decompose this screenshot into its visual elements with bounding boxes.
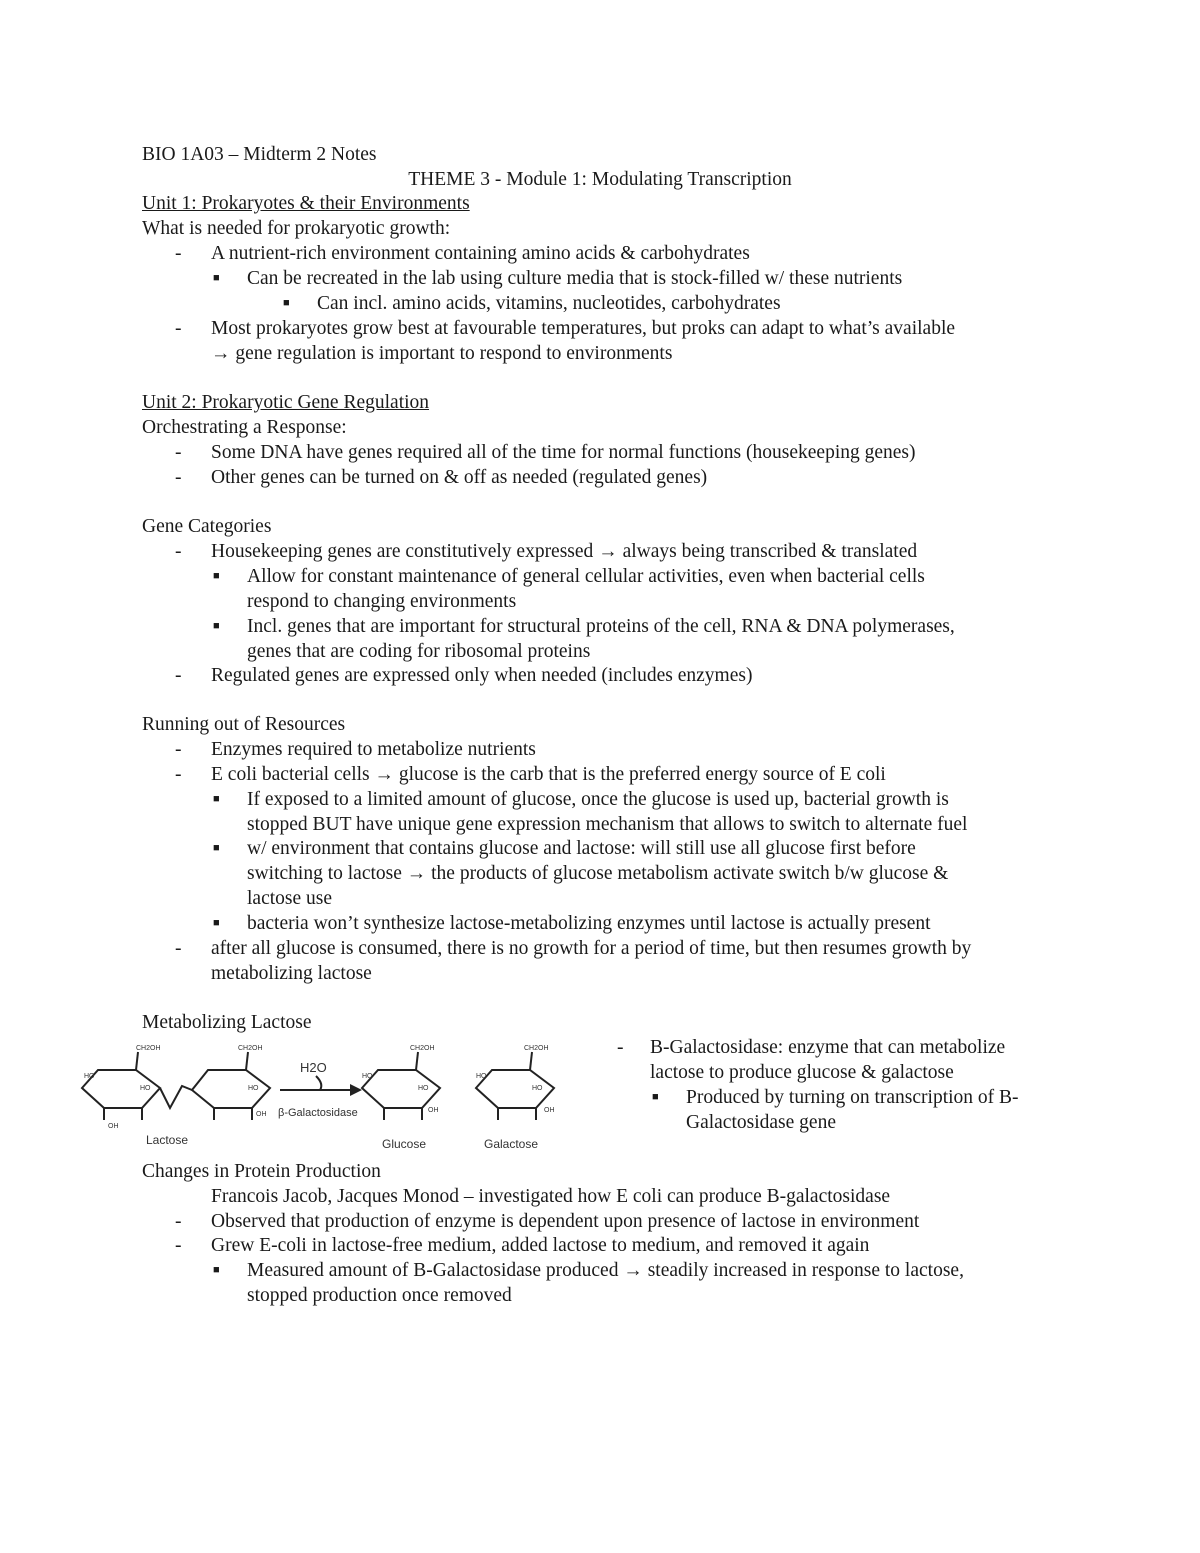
list-item: Grew E-coli in lactose-free medium, added lactose to medium, and removed it again — [211, 1235, 870, 1256]
svg-text:OH: OH — [108, 1123, 119, 1130]
dash-marker: - — [175, 938, 182, 959]
square-bullet-icon: ■ — [213, 793, 220, 805]
list-item: Can be recreated in the lab using culture media that is stock-filled w/ these nutrients — [247, 268, 903, 289]
unit1-question: What is needed for prokaryotic growth: — [142, 218, 451, 239]
square-bullet-icon: ■ — [213, 570, 220, 582]
list-item: Observed that production of enzyme is dependent upon presence of lactose in environment — [211, 1211, 920, 1232]
dash-marker: - — [175, 764, 182, 785]
list-item-continued: genes that are coding for ribosomal proteins — [247, 641, 591, 662]
svg-text:HO: HO — [418, 1085, 429, 1092]
svg-text:OH: OH — [428, 1107, 439, 1114]
list-item-continued: switching to lactose → the products of glucose metabolism activate switch b/w glucose & — [247, 863, 949, 884]
dash-marker: - — [175, 467, 182, 488]
list-item: If exposed to a limited amount of glucose, once the glucose is used up, bacterial growth is — [247, 789, 949, 810]
theme-title: THEME 3 - Module 1: Modulating Transcription — [408, 169, 792, 190]
square-bullet-icon: ■ — [283, 297, 290, 309]
dash-marker: - — [175, 243, 182, 264]
list-item-continued: stopped BUT have unique gene expression mechanism that allows to switch to alternate fuel — [247, 814, 968, 835]
svg-text:HO: HO — [140, 1085, 151, 1092]
dash-marker: - — [175, 665, 182, 686]
list-item: w/ environment that contains glucose and lactose: will still use all glucose first before — [247, 838, 916, 859]
list-item-continued: metabolizing lactose — [211, 963, 372, 984]
list-item: Allow for constant maintenance of general cellular activities, even when bacterial cells — [247, 566, 925, 587]
gene-categories-title: Gene Categories — [142, 516, 272, 537]
list-item: E coli bacterial cells → glucose is the carb that is the preferred energy source of E coli — [211, 764, 886, 785]
dash-marker: - — [175, 442, 182, 463]
unit2-heading: Unit 2: Prokaryotic Gene Regulation — [142, 392, 430, 413]
list-item: bacteria won’t synthesize lactose-metabolizing enzymes until lactose is actually present — [247, 913, 931, 934]
list-item: Regulated genes are expressed only when needed (includes enzymes) — [211, 665, 753, 686]
dash-marker: - — [175, 1211, 182, 1232]
list-item: Housekeeping genes are constitutively expressed → always being transcribed & translated — [211, 541, 918, 562]
list-item-continued: stopped production once removed — [247, 1285, 512, 1306]
square-bullet-icon: ■ — [213, 1264, 220, 1276]
svg-text:HO: HO — [84, 1073, 95, 1080]
arrow-icon: → — [374, 764, 395, 785]
dash-marker: - — [175, 541, 182, 562]
dash-marker: - — [617, 1037, 624, 1058]
svg-text:CH2OH: CH2OH — [410, 1045, 435, 1052]
svg-text:CH2OH: CH2OH — [238, 1045, 263, 1052]
enzyme-label: β-Galactosidase — [278, 1107, 358, 1119]
list-item: Other genes can be turned on & off as needed (regulated genes) — [211, 467, 708, 488]
arrow-icon: → — [598, 541, 618, 562]
list-item-continued: respond to changing environments — [247, 591, 517, 612]
glycosidic-bond — [160, 1086, 192, 1108]
square-bullet-icon: ■ — [213, 272, 220, 284]
lactose-title: Metabolizing Lactose — [142, 1012, 312, 1033]
list-item-continued: lactose to produce glucose & galactose — [650, 1062, 954, 1083]
list-item: Incl. genes that are important for structural proteins of the cell, RNA & DNA polymerases, — [247, 616, 955, 637]
list-item-continued: Galactosidase gene — [686, 1112, 836, 1133]
dash-marker: - — [175, 739, 182, 760]
list-item: A nutrient-rich environment containing amino acids & carbohydrates — [211, 243, 750, 264]
arrow-icon: → — [406, 863, 427, 884]
square-bullet-icon: ■ — [213, 620, 220, 632]
square-bullet-icon: ■ — [652, 1091, 659, 1103]
galactose-label: Galactose — [484, 1137, 539, 1151]
list-item: B-Galactosidase: enzyme that can metabolize — [650, 1037, 1006, 1058]
list-item: Enzymes required to metabolize nutrients — [211, 739, 536, 760]
list-item: Can incl. amino acids, vitamins, nucleotides, carbohydrates — [317, 293, 781, 314]
svg-text:HO: HO — [248, 1085, 259, 1092]
square-bullet-icon: ■ — [213, 842, 220, 854]
svg-text:CH2OH: CH2OH — [136, 1045, 161, 1052]
resources-title: Running out of Resources — [142, 714, 346, 735]
unit1-heading: Unit 1: Prokaryotes & their Environments — [142, 193, 470, 214]
svg-text:OH: OH — [256, 1111, 267, 1118]
list-item: Most prokaryotes grow best at favourable temperatures, but proks can adapt to what’s available — [211, 318, 956, 339]
svg-text:HO: HO — [532, 1085, 543, 1092]
list-item: after all glucose is consumed, there is no growth for a period of time, but then resumes growth by — [211, 938, 972, 959]
svg-text:HO: HO — [362, 1073, 373, 1080]
svg-text:HO: HO — [476, 1073, 487, 1080]
water-curve — [316, 1076, 321, 1090]
list-item: Some DNA have genes required all of the time for normal functions (housekeeping genes) — [211, 442, 916, 463]
course-title: BIO 1A03 – Midterm 2 Notes — [142, 144, 377, 165]
lactose-label: Lactose — [146, 1133, 189, 1147]
protein-intro: Francois Jacob, Jacques Monod – investigated how E coli can produce B-galactosidase — [211, 1186, 891, 1207]
arrow-icon: → — [211, 343, 231, 364]
arrow-head-icon — [350, 1084, 362, 1096]
dash-marker: - — [175, 1235, 182, 1256]
list-item: Produced by turning on transcription of B- — [686, 1087, 1019, 1108]
svg-text:CH2OH: CH2OH — [524, 1045, 549, 1052]
svg-text:OH: OH — [544, 1107, 555, 1114]
lactose-hydrolysis-diagram — [78, 1040, 578, 1155]
glucose-label: Glucose — [382, 1137, 427, 1151]
unit2-subheading: Orchestrating a Response: — [142, 417, 347, 438]
protein-title: Changes in Protein Production — [142, 1161, 381, 1182]
dash-marker: - — [175, 318, 182, 339]
list-item-continued: → gene regulation is important to respond to environments — [211, 343, 673, 364]
water-label: H2O — [300, 1060, 327, 1075]
square-bullet-icon: ■ — [213, 917, 220, 929]
list-item: Measured amount of B-Galactosidase produced → steadily increased in response to lactose, — [247, 1260, 964, 1281]
list-item-continued: lactose use — [247, 888, 333, 909]
arrow-icon: → — [623, 1260, 643, 1281]
